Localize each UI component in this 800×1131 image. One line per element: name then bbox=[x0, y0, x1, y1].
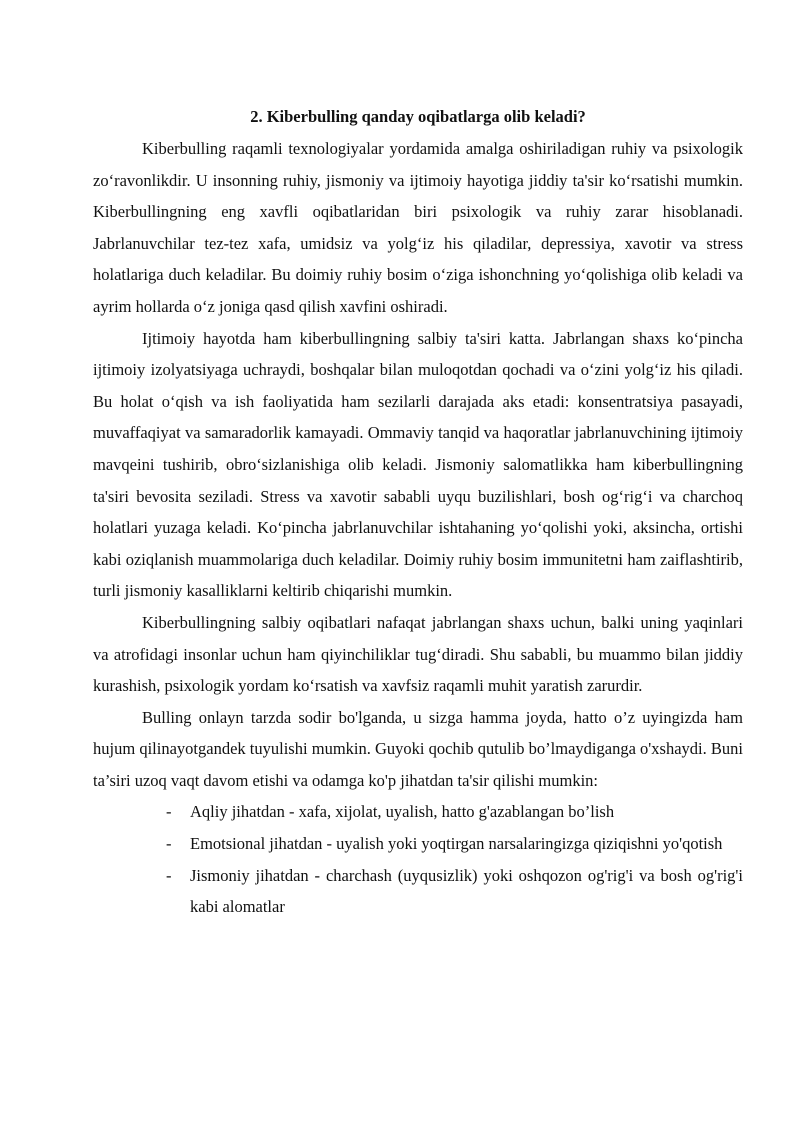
document-page bbox=[93, 100, 743, 923]
list-marker: - bbox=[166, 865, 172, 885]
paragraph-consequences-intro: Kiberbulling raqamli texnologiyalar yordamida amalga oshiriladigan ruhiy va psixologik zo‘ravonlikdir. U insonning ruhiy, jismoniy va ijtimoiy hayotiga jiddiy ta'sir ko‘rsatishi mumkin. Kiberbullingning eng xavfli oqibatlaridan biri psixologik va ruhiy zarar hisoblanadi. Jabrlanuvchilar tez-tez xafa, umidsiz va yolg‘iz his qiladilar, depressiya, xavotir va stress holatlariga duch keladilar. Bu doimiy ruhiy bosim o‘ziga ishonchning yo‘qolishiga olib keladi va ayrim hollarda o‘z joniga qasd qilish xavfini oshiradi. bbox=[93, 139, 743, 316]
list-item-text: Jismoniy jihatdan - charchash (uyqusizlik) yoki oshqozon og'rig'i va bosh og'rig'i kabi alomatlar bbox=[190, 865, 743, 917]
list-marker: - bbox=[166, 834, 172, 854]
paragraph-effects-on-others: Kiberbullingning salbiy oqibatlari nafaqat jabrlangan shaxs uchun, balki uning yaqinlari va atrofidagi insonlar uchun ham qiyinchiliklar tug‘diradi. Shu sababli, bu muammo bilan jiddiy kurashish, psixologik yordam ko‘rsatish va xavfsiz raqamli muhit yaratish zarurdir. bbox=[93, 612, 743, 696]
list-item-mental bbox=[93, 796, 743, 828]
list-item-text: Emotsional jihatdan - uyalish yoki yoqtirgan narsalaringizga qiziqishni yo'qotish bbox=[190, 834, 723, 854]
list-item-emotional bbox=[93, 828, 743, 860]
paragraph-online-bullying: Bulling onlayn tarzda sodir bo'lganda, u sizga hamma joyda, hatto o’z uyingizda ham hujum qilinayotgandek tuyulishi mumkin. Guyoki qochib qutulib bo’lmaydiganga o'xshaydi. Buni ta’siri uzoq vaqt davom etishi va odamga ko'p jihatdan ta'sir qilishi mumkin: bbox=[93, 707, 743, 790]
list-item-physical bbox=[93, 860, 743, 923]
list-item-text: Aqliy jihatdan - xafa, xijolat, uyalish, hatto g'azablangan bo’lish bbox=[190, 802, 615, 822]
paragraph-social-physical-effects: Ijtimoiy hayotda ham kiberbullingning salbiy ta'siri katta. Jabrlangan shaxs ko‘pincha ijtimoiy izolyatsiyaga uchraydi, boshqalar bilan muloqotdan qochadi va o‘zini yolg‘iz his qiladi. Bu holat o‘qish va ish faoliyatida ham sezilarli darajada aks etadi: konsentratsiya pasayadi, muvaffaqiyat va samaradorlik kamayadi. Ommaviy tanqid va haqoratlar jabrlanuvchining ijtimoiy mavqeini tushirib, obro‘sizlanishiga olib keladi. Jismoniy salomatlikka ham kiberbullingning ta'siri bevosita seziladi. Stress va xavotir sababli uyqu buzilishlari, bosh og‘rig‘i va charchoq holatlari yuzaga keladi. Ko‘pincha jabrlanuvchilar ishtahaning yo‘qolishi yoki, aksincha, ortishi kabi oziqlanish muammolariga duch keladilar. Doimiy ruhiy bosim immunitetni ham zaiflashtirib, turli jismoniy kasalliklarni keltirib chiqarishi mumkin. bbox=[93, 328, 743, 601]
list-marker: - bbox=[166, 802, 172, 822]
effects-list bbox=[93, 796, 743, 922]
section-heading: 2. Kiberbulling qanday oqibatlarga olib keladi? bbox=[250, 107, 586, 126]
